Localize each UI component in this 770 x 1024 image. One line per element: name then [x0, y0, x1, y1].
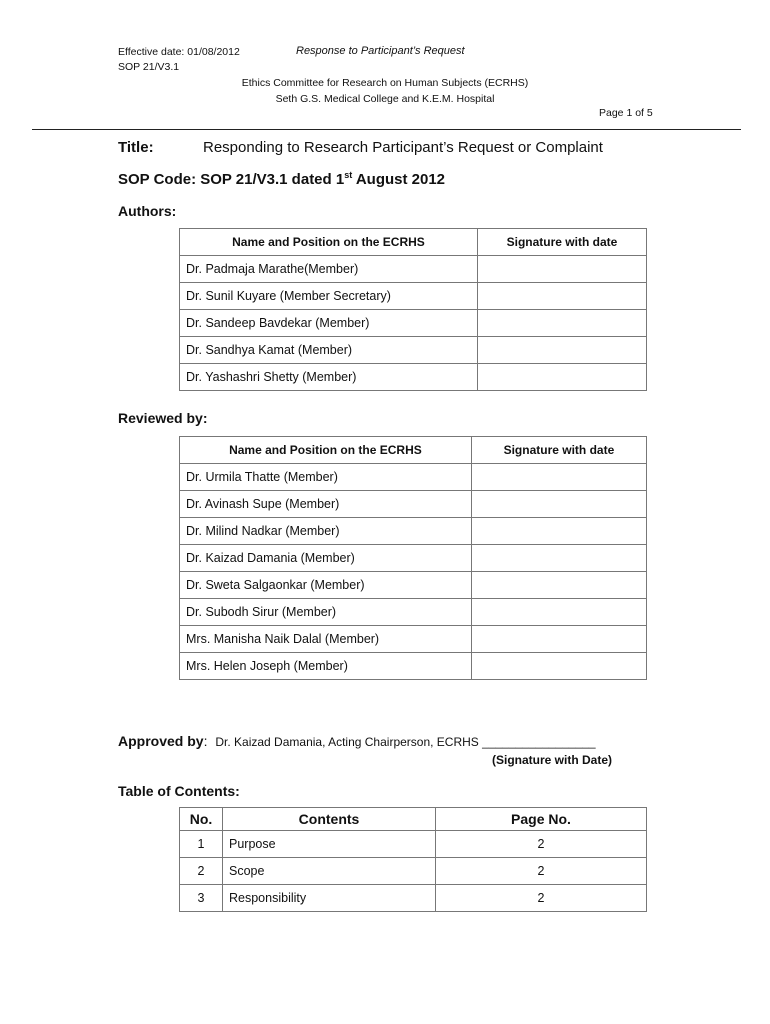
signature-cell[interactable]	[477, 283, 646, 310]
reviewer-name: Mrs. Helen Joseph (Member)	[180, 653, 472, 680]
table-row	[180, 364, 647, 391]
toc-col-contents: Contents	[223, 808, 436, 831]
approval-line	[118, 733, 596, 749]
table-row	[180, 831, 647, 858]
toc-heading: Table of Contents:	[118, 783, 240, 799]
author-name: Dr. Yashashri Shetty (Member)	[180, 364, 478, 391]
author-name: Dr. Sandeep Bavdekar (Member)	[180, 310, 478, 337]
toc-contents[interactable]: Responsibility	[223, 885, 436, 912]
author-name: Dr. Sunil Kuyare (Member Secretary)	[180, 283, 478, 310]
table-row	[180, 464, 647, 491]
sop-code-suffix: August 2012	[352, 171, 446, 188]
reviewer-name: Mrs. Manisha Naik Dalal (Member)	[180, 626, 472, 653]
reviewers-col-signature: Signature with date	[471, 437, 646, 464]
table-row	[180, 858, 647, 885]
reviewer-name: Dr. Subodh Sirur (Member)	[180, 599, 472, 626]
table-row	[180, 518, 647, 545]
table-row	[180, 626, 647, 653]
signature-cell[interactable]	[471, 464, 646, 491]
signature-cell[interactable]	[471, 545, 646, 572]
author-name: Dr. Padmaja Marathe(Member)	[180, 256, 478, 283]
author-name: Dr. Sandhya Kamat (Member)	[180, 337, 478, 364]
table-row	[180, 885, 647, 912]
signature-cell[interactable]	[471, 491, 646, 518]
signature-cell[interactable]	[471, 518, 646, 545]
approver-text: Dr. Kaizad Damania, Acting Chairperson, ECRHS _________________	[215, 735, 596, 749]
reviewer-name: Dr. Kaizad Damania (Member)	[180, 545, 472, 572]
header-divider	[32, 129, 741, 130]
reviewers-heading: Reviewed by:	[118, 410, 208, 426]
signature-cell[interactable]	[477, 310, 646, 337]
toc-col-no: No.	[180, 808, 223, 831]
approval-label: Approved by	[118, 733, 204, 749]
table-row	[180, 545, 647, 572]
table-row	[180, 572, 647, 599]
toc-page: 2	[436, 858, 647, 885]
table-row	[180, 653, 647, 680]
signature-cell[interactable]	[477, 364, 646, 391]
toc-page: 2	[436, 831, 647, 858]
sop-reference: SOP 21/V3.1	[118, 61, 180, 73]
toc-col-page: Page No.	[436, 808, 647, 831]
signature-cell[interactable]	[477, 256, 646, 283]
toc-number: 3	[180, 885, 223, 912]
effective-date: Effective date: 01/08/2012	[118, 46, 240, 58]
authors-col-name: Name and Position on the ECRHS	[180, 229, 478, 256]
signature-cell[interactable]	[471, 653, 646, 680]
table-row	[180, 337, 647, 364]
reviewers-col-name: Name and Position on the ECRHS	[180, 437, 472, 464]
page-indicator: Page 1 of 5	[599, 107, 653, 119]
document-title: Responding to Research Participant’s Request or Complaint	[203, 139, 603, 156]
document-subject: Response to Participant’s Request	[296, 45, 465, 57]
table-row	[180, 283, 647, 310]
committee-name: Ethics Committee for Research on Human Subjects (ECRHS)	[241, 77, 529, 89]
approval-colon: :	[203, 733, 208, 749]
toc-table	[179, 807, 647, 912]
authors-header-row	[180, 229, 647, 256]
toc-header-row	[180, 808, 647, 831]
toc-contents[interactable]: Scope	[223, 858, 436, 885]
approval-signature-note: (Signature with Date)	[492, 753, 613, 767]
signature-cell[interactable]	[471, 599, 646, 626]
reviewers-header-row	[180, 437, 647, 464]
sop-code	[118, 170, 445, 188]
table-row	[180, 256, 647, 283]
table-row	[180, 599, 647, 626]
toc-number: 1	[180, 831, 223, 858]
signature-cell[interactable]	[477, 337, 646, 364]
toc-page: 2	[436, 885, 647, 912]
toc-number: 2	[180, 858, 223, 885]
reviewer-name: Dr. Milind Nadkar (Member)	[180, 518, 472, 545]
authors-col-signature: Signature with date	[477, 229, 646, 256]
authors-heading: Authors:	[118, 203, 177, 219]
reviewers-table	[179, 436, 647, 680]
authors-table	[179, 228, 647, 391]
title-label: Title:	[118, 139, 154, 156]
sop-code-prefix: SOP Code: SOP 21/V3.1 dated 1	[118, 171, 345, 188]
signature-cell[interactable]	[471, 572, 646, 599]
reviewer-name: Dr. Sweta Salgaonkar (Member)	[180, 572, 472, 599]
toc-contents[interactable]: Purpose	[223, 831, 436, 858]
institution-name: Seth G.S. Medical College and K.E.M. Hospital	[275, 93, 495, 105]
reviewer-name: Dr. Avinash Supe (Member)	[180, 491, 472, 518]
sop-code-superscript: st	[344, 170, 353, 180]
signature-cell[interactable]	[471, 626, 646, 653]
table-row	[180, 310, 647, 337]
reviewer-name: Dr. Urmila Thatte (Member)	[180, 464, 472, 491]
table-row	[180, 491, 647, 518]
